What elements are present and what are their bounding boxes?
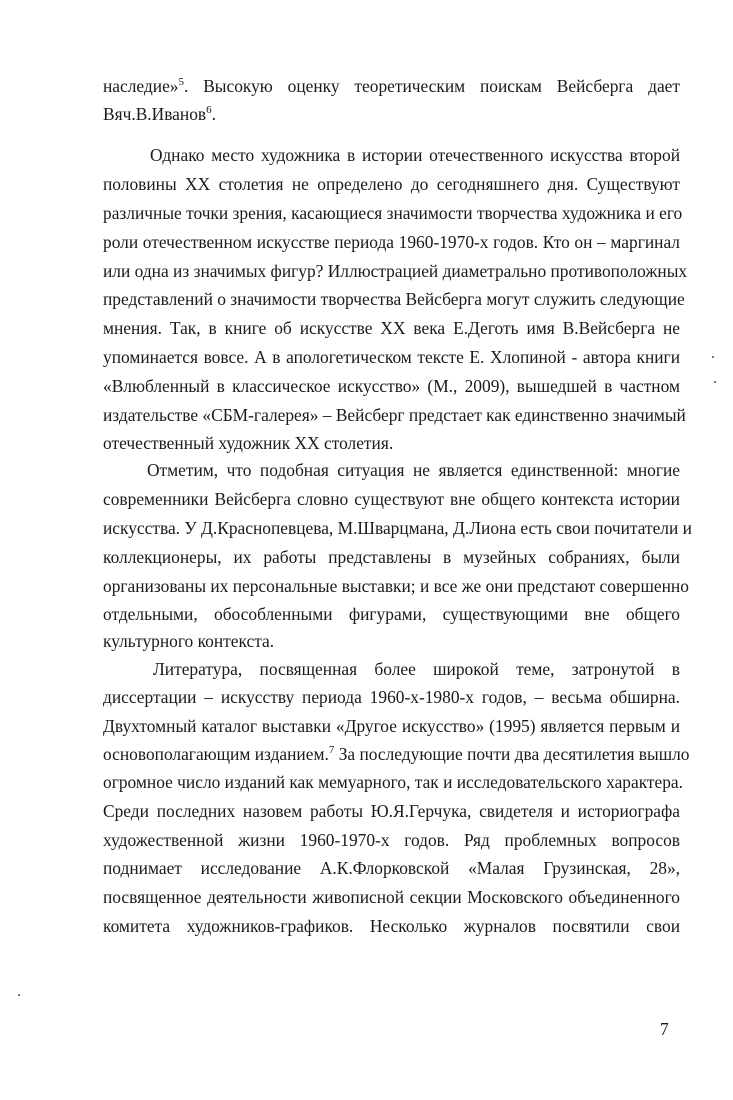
text-line: Однако место художника в истории отечественного искусства второй — [150, 145, 680, 165]
text-line: посвященное деятельности живописной секции Московского объединенного — [103, 887, 680, 907]
text-line-1: наследие»$^5$. Высокую оценку теоретическим поискам Вейсберга дает — [103, 76, 680, 96]
text-line: представлений о значимости творчества Вейсберга могут служить следующие — [103, 289, 685, 309]
text-line: Литература, посвященная более широкой теме, затронутой в — [153, 659, 680, 679]
scan-speck — [712, 356, 714, 358]
text-line: Двухтомный каталог выставки «Другое искусство» (1995) является первым и — [103, 716, 680, 736]
text-line: отечественный художник XX столетия. — [103, 433, 394, 453]
text-line: различные точки зрения, касающиеся значимости творчества художника и его — [103, 203, 683, 223]
text-line: диссертации – искусству периода 1960-х-1980-х годов, – весьма обширна. — [103, 687, 680, 707]
text-line: организованы их персональные выставки; и все же они предстают совершенно — [103, 576, 689, 596]
text-line: издательстве «СБМ-галерея» – Вейсберг предстает как единственно значимый — [103, 405, 686, 425]
text-line: художественной жизни 1960-1970-х годов. Ряд проблемных вопросов — [103, 830, 680, 850]
text-line: «Влюбленный в классическое искусство» (М., 2009), вышедшей в частном — [103, 376, 680, 396]
scan-speck — [18, 994, 20, 996]
text-line: огромное число изданий как мемуарного, так и исследовательского характера. — [103, 772, 684, 792]
text-line: или одна из значимых фигур? Иллюстрацией диаметрально противоположных — [103, 261, 688, 281]
text-line: Отметим, что подобная ситуация не является единственной: многие — [147, 460, 680, 480]
text-line: комитета художников-графиков. Несколько журналов посвятили свои — [103, 916, 680, 936]
footnote-ref-7[interactable]: 7 — [328, 744, 335, 757]
text-line: поднимает исследование А.К.Флорковской «Малая Грузинская, 28», — [103, 858, 680, 878]
text-line: искусства. У Д.Краснопевцева, М.Шварцмана, Д.Лиона есть свои почитатели и — [103, 518, 692, 538]
text-line: Среди последних назовем работы Ю.Я.Герчука, свидетеля и историографа — [103, 801, 680, 821]
text-line: современники Вейсберга словно существуют вне общего контекста истории — [103, 489, 680, 509]
text-line: культурного контекста. — [103, 631, 275, 651]
text-line-2: Вяч.В.Иванов$^6$. — [103, 104, 216, 124]
text-line: мнения. Так, в книге об искусстве XX века Е.Деготь имя В.Вейсберга не — [103, 318, 680, 338]
text-line: коллекционеры, их работы представлены в музейных собраниях, были — [103, 547, 680, 567]
text-line-with-footnote: основополагающим изданием.$^7$ За последующие почти два десятилетия вышло — [103, 744, 690, 764]
page-number: 7 — [660, 1019, 669, 1039]
text-line: отдельными, обособленными фигурами, существующими вне общего — [103, 604, 680, 624]
footnote-ref-5[interactable]: 5 — [178, 76, 184, 89]
footnote-ref-6[interactable]: 6 — [206, 104, 212, 117]
text-line: роли отечественном искусстве периода 1960-1970-х годов. Кто он – маргинал — [103, 232, 680, 252]
scan-speck — [714, 381, 716, 383]
text-line: упоминается вовсе. А в апологетическом тексте Е. Хлопиной - автора книги — [103, 347, 680, 367]
text-line: половины XX столетия не определено до сегодняшнего дня. Существуют — [103, 174, 680, 194]
